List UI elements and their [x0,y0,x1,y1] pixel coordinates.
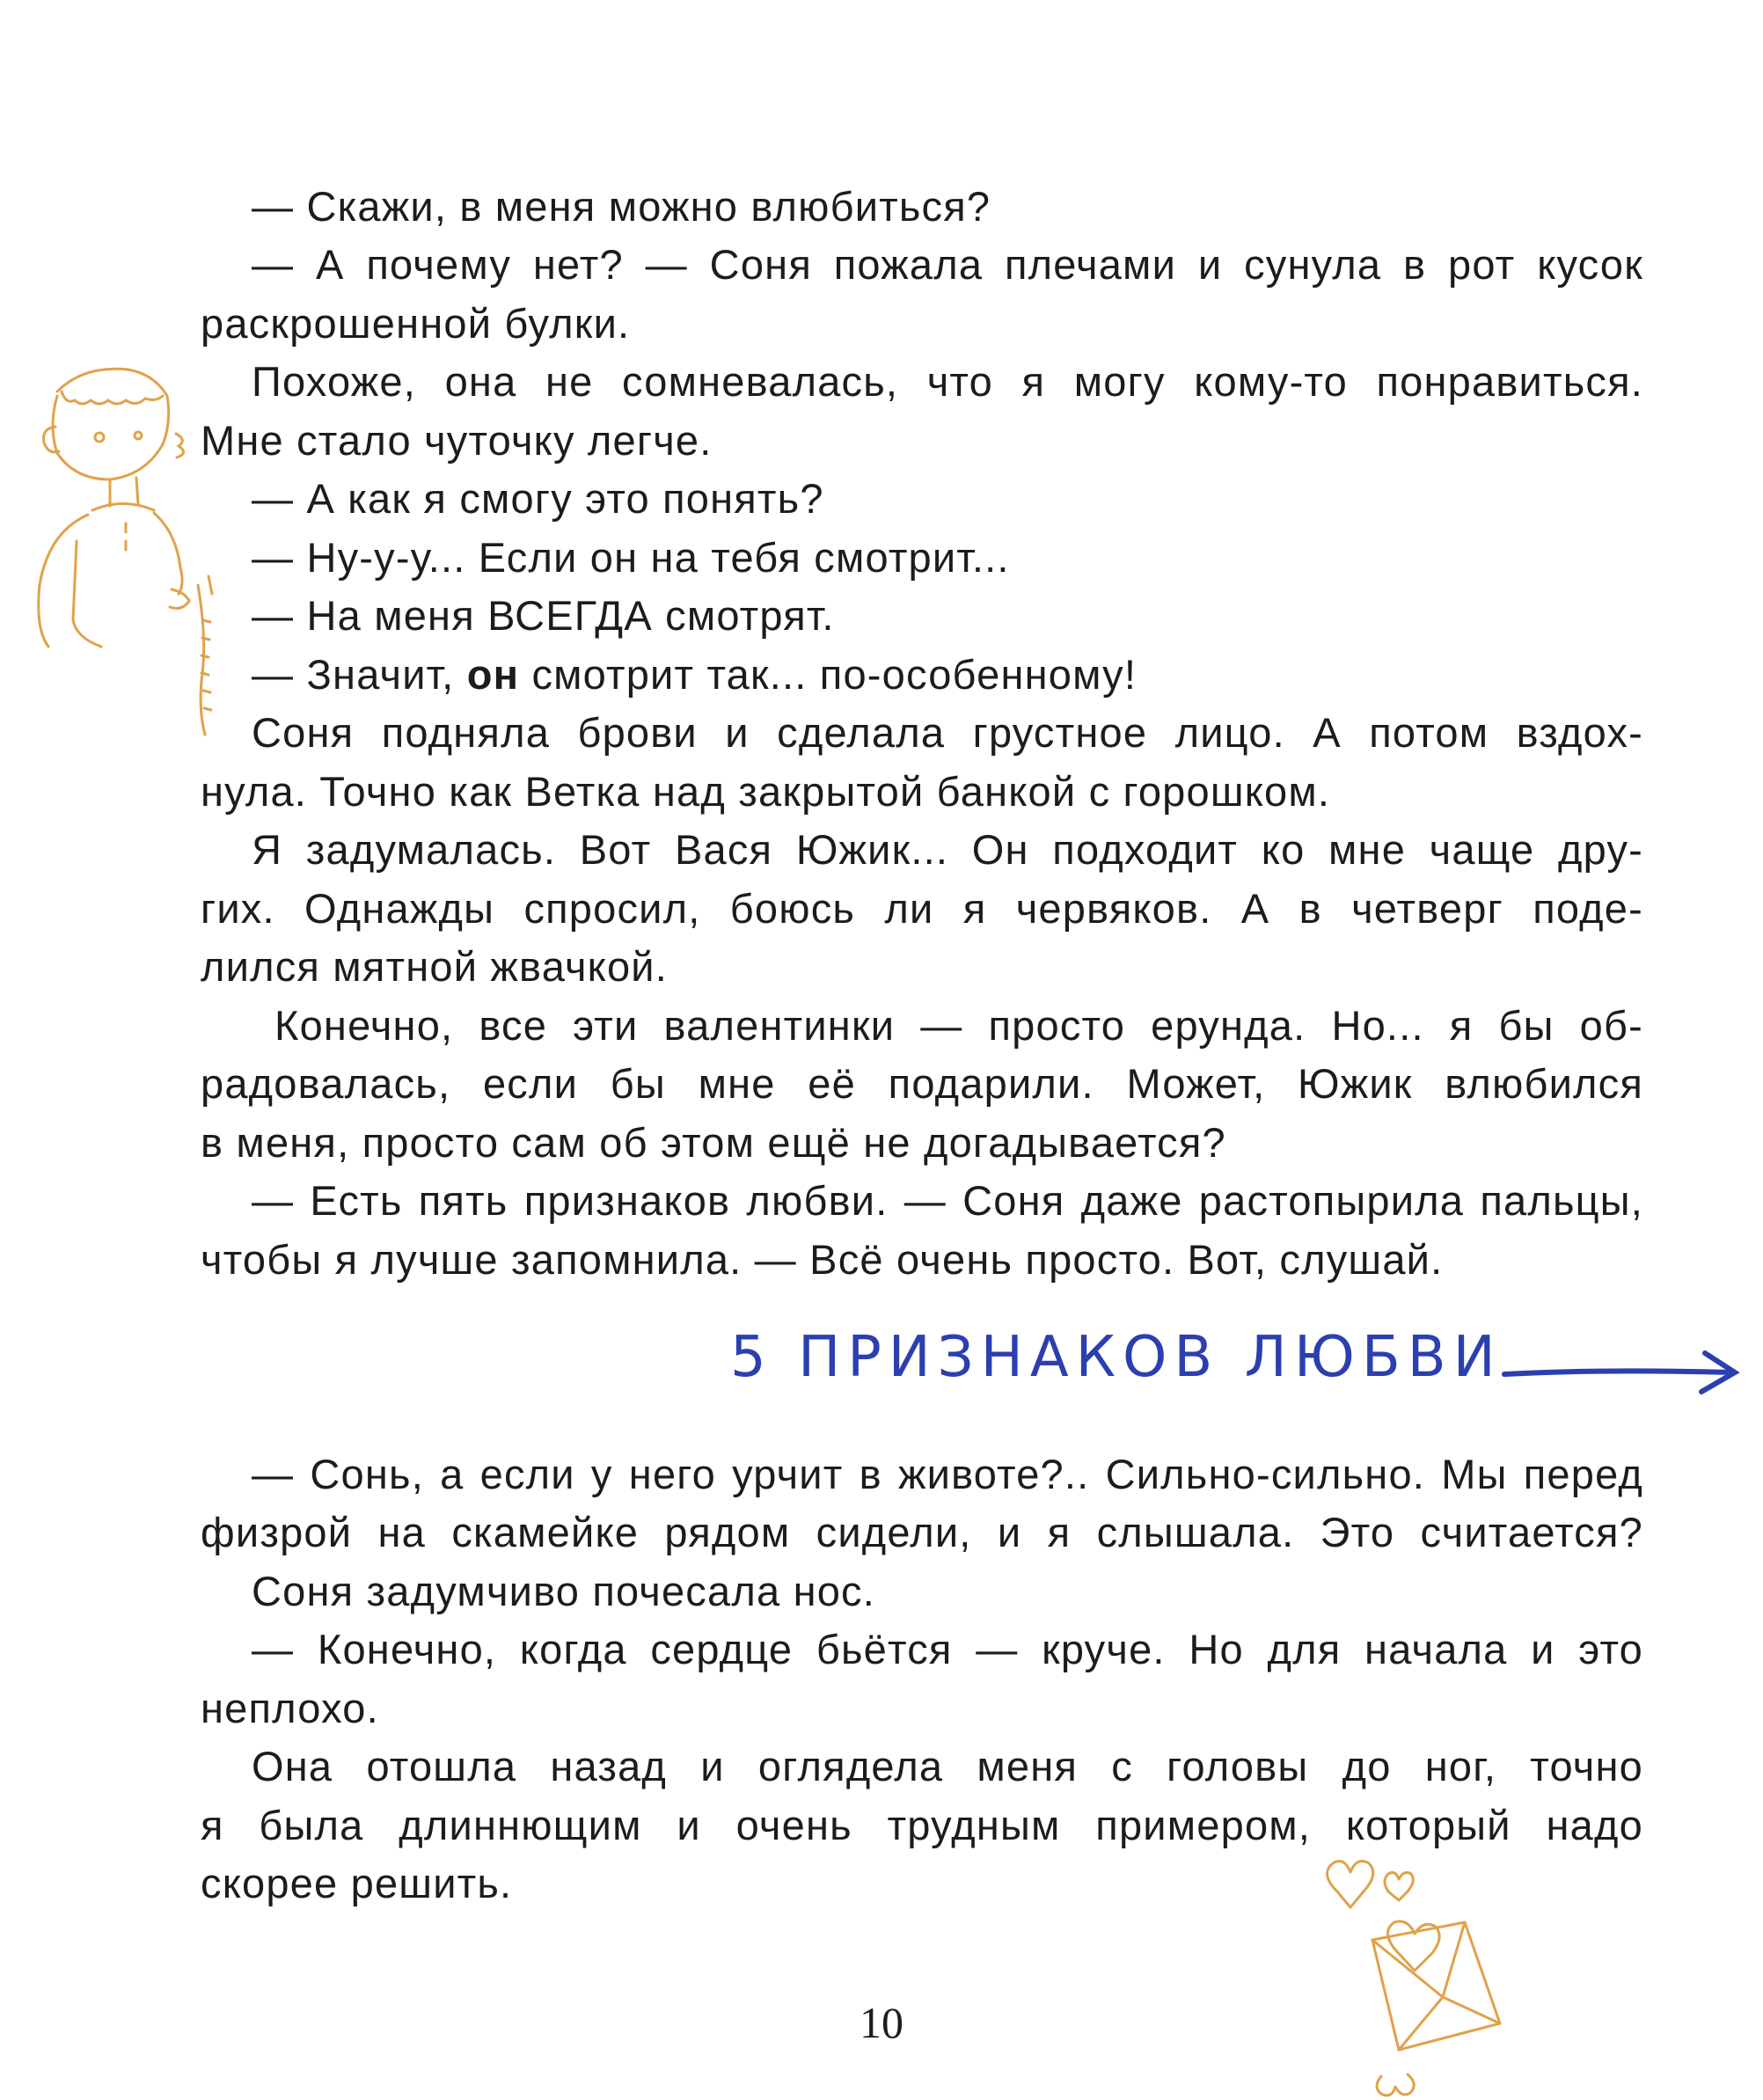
paragraph-line: Конечно, все эти валентинки — просто ерунда. Но... я бы об- [274,1002,1643,1049]
paragraph-line: я была длиннющим и очень трудным примером, который надо [201,1802,1643,1848]
bold-word: он [466,651,520,698]
paragraph-line: — А как я смогу это понять? [252,475,824,522]
paragraph-line: физрой на скамейке рядом сидели, и я слышала. Это считается? [201,1509,1643,1555]
paragraph-line: Она отошла назад и оглядела меня с головы до ног, точно [252,1743,1643,1789]
paragraph-line: раскрошенной булки. [201,300,631,347]
paragraph-line: радовалась, если бы мне её подарили. Может, Южик влюбился [201,1060,1643,1107]
paragraph-line: — Конечно, когда сердце бьётся — круче. Но для начала и это [252,1626,1643,1672]
paragraph-line: — Сонь, а если у него урчит в животе?.. Сильно-сильно. Мы перед [252,1451,1643,1497]
paragraph-line: — Ну-у-у... Если он на тебя смотрит... [252,534,1010,581]
paragraph-line: в меня, просто сам об этом ещё не догадывается? [201,1119,1226,1166]
heart-envelope-icon [1311,1856,1531,2100]
paragraph-line: Я задумалась. Вот Вася Южик... Он подходит ко мне чаще дру- [252,826,1643,873]
paragraph-line: неплохо. [201,1685,379,1731]
boy-sketch-icon [22,356,216,743]
paragraph-line: — Есть пять признаков любви. — Соня даже растопырила пальцы, [252,1177,1643,1224]
paragraph-line: нула. Точно как Ветка над закрытой банкой с горошком. [201,768,1331,815]
paragraph-line: гих. Однажды спросил, боюсь ли я червяков. А в четверг поде- [201,885,1643,932]
paragraph-line: — А почему нет? — Соня пожала плечами и сунула в рот кусок [252,241,1643,288]
paragraph-line: Соня задумчиво почесала нос. [252,1568,876,1614]
page-number: 10 [860,1998,903,2047]
paragraph-line: Соня подняла брови и сделала грустное лицо. А потом вздох- [252,709,1643,756]
paragraph-line-bold [201,650,1643,699]
paragraph-line: Мне стало чуточку легче. [201,417,713,464]
paragraph-line: — Скажи, в меня можно влюбиться? [252,183,991,230]
paragraph-line: — На меня ВСЕГДА смотрят. [252,592,835,639]
paragraph-line: Похоже, она не сомневалась, что я могу кому-то понравиться. [252,358,1643,405]
paragraph-line: скорее решить. [201,1860,513,1906]
text-run: смотрит так... по-особенному! [519,651,1138,698]
arrow-right-icon [1496,1337,1751,1408]
paragraph-line: лился мятной жвачкой. [201,943,669,990]
section-heading: 5 ПРИЗНАКОВ ЛЮБВИ [730,1325,1503,1390]
text-run: — Значит, [252,651,467,698]
paragraph-line: чтобы я лучше запомнила. — Всё очень просто. Вот, слушай. [201,1236,1444,1283]
